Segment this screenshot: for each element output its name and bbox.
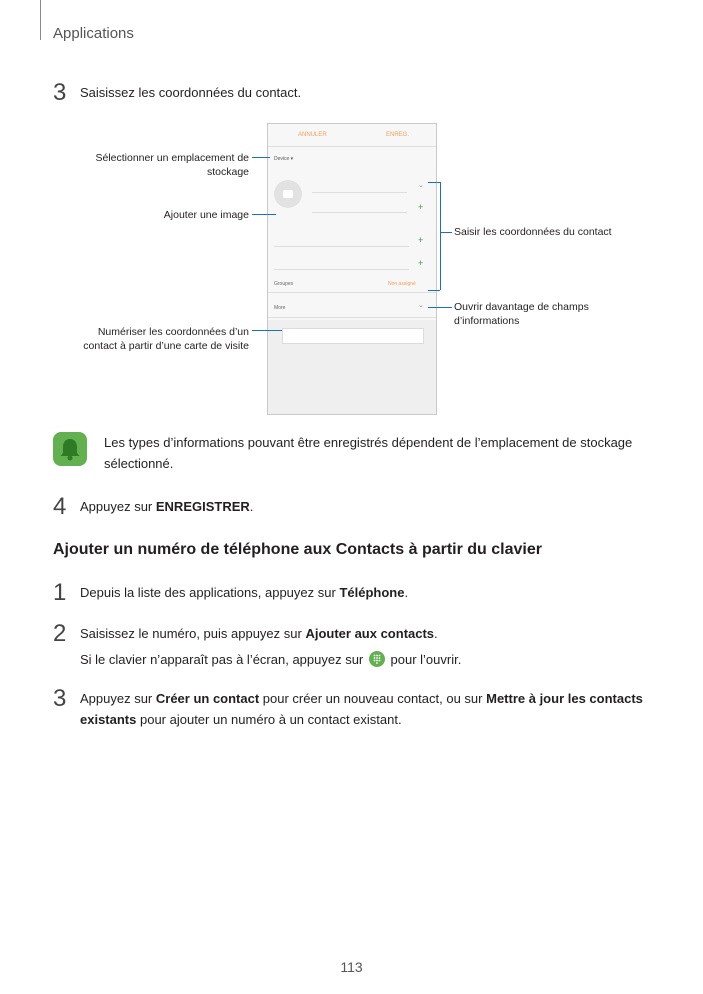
section-title: Applications [53, 25, 134, 42]
page-number: 113 [340, 959, 363, 975]
phone-save-button: ENREG. [386, 132, 410, 138]
step-text: Appuyez sur ENREGISTRER. [80, 499, 254, 514]
step-text: Saisissez le numéro, puis appuyez sur Ajouter aux contacts. [80, 626, 438, 641]
camera-icon [283, 190, 293, 198]
callout-info: Saisir les coordonnées du contact [454, 226, 612, 238]
step-text: Saisissez les coordonnées du contact. [80, 85, 302, 100]
step-number: 3 [53, 79, 67, 106]
phone-groups-label: Groupes [274, 281, 294, 287]
chevron-down-icon: ⌄ [418, 302, 424, 309]
step-text: Appuyez sur Créer un contact pour créer un nouveau contact, ou sur Mettre à jour les contacts existants pour ajouter un numéro à un contact existant. [80, 691, 643, 727]
chevron-down-icon: ⌄ [418, 182, 424, 189]
bell-icon [53, 432, 87, 466]
note-text: Les types d’informations pouvant être enregistrés dépendent de l’emplacement de stockage sélectionné. [104, 435, 633, 471]
plus-icon: + [418, 258, 424, 268]
phone-more-label: More [274, 305, 286, 311]
header-rule [40, 0, 41, 40]
step-number: 4 [53, 493, 67, 520]
phone-screenshot [267, 123, 437, 415]
phone-storage-selector: Device ▾ [274, 156, 294, 162]
step-number: 2 [53, 620, 67, 647]
callout-more: Ouvrir davantage de champs d’informations [454, 301, 589, 327]
step-number: 3 [53, 685, 67, 712]
callout-image: Ajouter une image [163, 209, 249, 221]
plus-icon: + [418, 202, 424, 212]
step-subtext: Si le clavier n’apparaît pas à l’écran, appuyez sur pour l’ouvrir. [80, 652, 462, 667]
plus-icon: + [418, 235, 424, 245]
step-number: 1 [53, 579, 67, 606]
phone-cancel-button: ANNULER [298, 132, 327, 138]
phone-assign-link: Non assigné [388, 281, 416, 287]
phone-scan-card-button [282, 328, 424, 344]
phone-divider [268, 146, 436, 147]
section-heading: Ajouter un numéro de téléphone aux Contacts à partir du clavier [53, 541, 542, 558]
callout-storage: Sélectionner un emplacement de stockage [95, 152, 249, 178]
keypad-icon [369, 651, 385, 667]
callout-scan: Numériser les coordonnées d’un contact à partir d’une carte de visite [83, 326, 249, 352]
phone-avatar [274, 180, 302, 208]
step-text: Depuis la liste des applications, appuyez sur Téléphone. [80, 585, 409, 600]
